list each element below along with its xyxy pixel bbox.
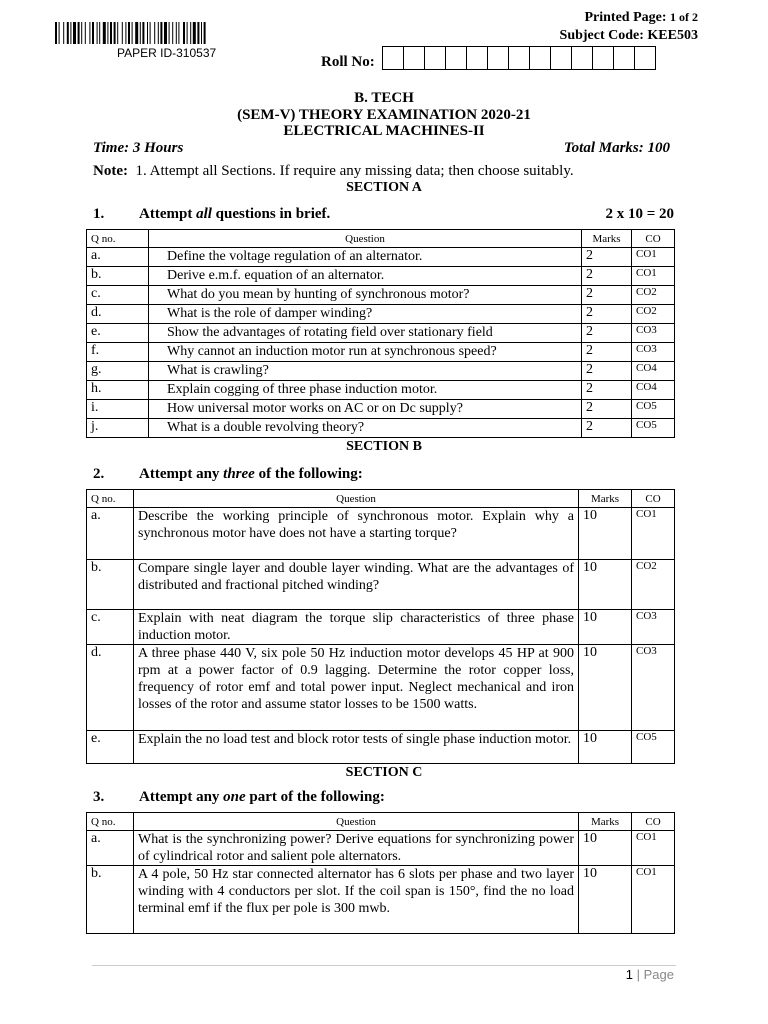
question-marks: 10 (579, 831, 632, 866)
question-number: g. (87, 362, 149, 381)
question-marks: 10 (579, 866, 632, 934)
roll-no-box[interactable] (634, 46, 656, 70)
table-row (87, 267, 675, 286)
col-header-marks: Marks (579, 813, 632, 831)
table-row (87, 731, 675, 764)
col-header-qno: Q no. (87, 230, 149, 248)
table-row (87, 645, 675, 731)
question-co: CO3 (632, 610, 675, 645)
question-marks: 2 (582, 286, 632, 305)
question-text: Explain the no load test and block rotor tests of single phase induction motor. (134, 731, 579, 764)
question-text: Derive e.m.f. equation of an alternator. (149, 267, 582, 286)
question-number: d. (87, 305, 149, 324)
paper-id: PAPER ID-310537 (117, 46, 217, 60)
table-row (87, 419, 675, 438)
question-co: CO3 (632, 324, 675, 343)
roll-no-box[interactable] (487, 46, 509, 70)
question-marks: 10 (579, 610, 632, 645)
question-text: Explain with neat diagram the torque slip characteristics of three phase induction motor. (134, 610, 579, 645)
table-row (87, 286, 675, 305)
question-text: A three phase 440 V, six pole 50 Hz induction motor develops 45 HP at 900 rpm at a power factor of 0.9 lagging. Determine the rotor copper loss, frequency of rotor emf and total power input. Neglect mechanical and iron losses of the rotor and assume stator losses to be 1500 watts. (134, 645, 579, 731)
question-text: What is the synchronizing power? Derive equations for synchronizing power of cylindrical rotor and salient pole alternators. (134, 831, 579, 866)
question-co: CO4 (632, 362, 675, 381)
section-b-question-header: 2. Attempt any three of the following: (93, 466, 363, 482)
question-marks: 2 (582, 324, 632, 343)
col-header-co: CO (632, 490, 675, 508)
question-number: i. (87, 400, 149, 419)
question-number: e. (87, 324, 149, 343)
table-row (87, 362, 675, 381)
subject-title: ELECTRICAL MACHINES-II (283, 123, 485, 139)
roll-no-label: Roll No: (321, 54, 375, 70)
roll-no-box[interactable] (613, 46, 635, 70)
question-co: CO4 (632, 381, 675, 400)
question-text: Show the advantages of rotating field over stationary field (149, 324, 582, 343)
section-a-heading: SECTION A (346, 180, 422, 195)
col-header-marks: Marks (582, 230, 632, 248)
question-text: Why cannot an induction motor run at synchronous speed? (149, 343, 582, 362)
roll-no-box[interactable] (403, 46, 425, 70)
col-header-co: CO (632, 813, 675, 831)
question-co: CO1 (632, 248, 675, 267)
question-number: b. (87, 267, 149, 286)
question-co: CO3 (632, 645, 675, 731)
question-text: Explain cogging of three phase induction motor. (149, 381, 582, 400)
col-header-marks: Marks (579, 490, 632, 508)
question-marks: 2 (582, 267, 632, 286)
table-row (87, 560, 675, 610)
question-marks: 2 (582, 419, 632, 438)
question-co: CO2 (632, 560, 675, 610)
degree-title: B. TECH (354, 90, 414, 106)
question-co: CO2 (632, 305, 675, 324)
question-number: a. (87, 248, 149, 267)
roll-no-box[interactable] (424, 46, 446, 70)
question-text: What is the role of damper winding? (149, 305, 582, 324)
question-co: CO5 (632, 731, 675, 764)
question-marks: 2 (582, 305, 632, 324)
question-marks: 2 (582, 362, 632, 381)
total-marks: Total Marks: 100 (563, 140, 670, 156)
question-co: CO1 (632, 866, 675, 934)
question-co: CO1 (632, 831, 675, 866)
question-co: CO5 (632, 400, 675, 419)
table-row (87, 831, 675, 866)
col-header-qno: Q no. (87, 813, 134, 831)
roll-no-boxes[interactable] (383, 46, 656, 70)
roll-no-box[interactable] (466, 46, 488, 70)
table-row (87, 508, 675, 560)
question-number: c. (87, 286, 149, 305)
question-marks: 2 (582, 248, 632, 267)
question-text: What is crawling? (149, 362, 582, 381)
col-header-co: CO (632, 230, 675, 248)
question-marks: 10 (579, 731, 632, 764)
question-number: a. (87, 831, 134, 866)
section-a-table (86, 229, 675, 438)
table-row (87, 866, 675, 934)
question-co: CO1 (632, 508, 675, 560)
question-number: h. (87, 381, 149, 400)
col-header-question: Question (149, 230, 582, 248)
section-a-question-header: 1. Attempt all questions in brief. 2 x 10 = 20 (93, 206, 674, 222)
section-c-table (86, 812, 675, 934)
question-text: Describe the working principle of synchronous motor. Explain why a synchronous motor have does not have a starting torque? (134, 508, 579, 560)
col-header-qno: Q no. (87, 490, 134, 508)
footer-divider (92, 965, 676, 966)
barcode-image (55, 22, 283, 44)
question-co: CO3 (632, 343, 675, 362)
roll-no-box[interactable] (445, 46, 467, 70)
question-number: b. (87, 560, 134, 610)
note: Note: 1. Attempt all Sections. If require any missing data; then choose suitably. (93, 163, 574, 179)
table-row (87, 343, 675, 362)
question-co: CO2 (632, 286, 675, 305)
question-number: d. (87, 645, 134, 731)
question-text: How universal motor works on AC or on Dc supply? (149, 400, 582, 419)
roll-no-box[interactable] (529, 46, 551, 70)
section-b-heading: SECTION B (346, 439, 422, 454)
table-row (87, 324, 675, 343)
table-row (87, 305, 675, 324)
table-row (87, 248, 675, 267)
question-marks: 2 (582, 381, 632, 400)
question-number: f. (87, 343, 149, 362)
question-number: e. (87, 731, 134, 764)
question-text: Compare single layer and double layer winding. What are the advantages of distributed and fractional pitched winding? (134, 560, 579, 610)
roll-no-box[interactable] (508, 46, 530, 70)
question-co: CO1 (632, 267, 675, 286)
question-marks: 2 (582, 400, 632, 419)
roll-no-box[interactable] (592, 46, 614, 70)
question-number: a. (87, 508, 134, 560)
table-row (87, 381, 675, 400)
question-text: What do you mean by hunting of synchronous motor? (149, 286, 582, 305)
question-number: c. (87, 610, 134, 645)
question-marks: 10 (579, 508, 632, 560)
col-header-question: Question (134, 813, 579, 831)
exam-title: (SEM-V) THEORY EXAMINATION 2020-21 (237, 107, 531, 123)
question-number: j. (87, 419, 149, 438)
table-row (87, 610, 675, 645)
time-allowed: Time: 3 Hours (93, 140, 184, 156)
question-text: A 4 pole, 50 Hz star connected alternator has 6 slots per phase and two layer winding with 4 conductors per slot. If the coil span is 150°, find the no load terminal emf if the flux per pole is 300 mwb. (134, 866, 579, 934)
question-marks: 10 (579, 645, 632, 731)
roll-no-box[interactable] (571, 46, 593, 70)
question-text: Define the voltage regulation of an alternator. (149, 248, 582, 267)
roll-no-box[interactable] (382, 46, 404, 70)
printed-page: Printed Page: 1 of 2 (584, 10, 698, 25)
question-text: What is a double revolving theory? (149, 419, 582, 438)
roll-no-box[interactable] (550, 46, 572, 70)
question-number: b. (87, 866, 134, 934)
subject-code: Subject Code: KEE503 (559, 28, 698, 43)
section-c-heading: SECTION C (345, 765, 423, 780)
section-c-question-header: 3. Attempt any one part of the following: (93, 789, 385, 805)
table-row (87, 400, 675, 419)
section-b-table (86, 489, 675, 764)
col-header-question: Question (134, 490, 579, 508)
question-co: CO5 (632, 419, 675, 438)
page-number: 1 | Page (625, 967, 674, 982)
question-marks: 2 (582, 343, 632, 362)
question-marks: 10 (579, 560, 632, 610)
